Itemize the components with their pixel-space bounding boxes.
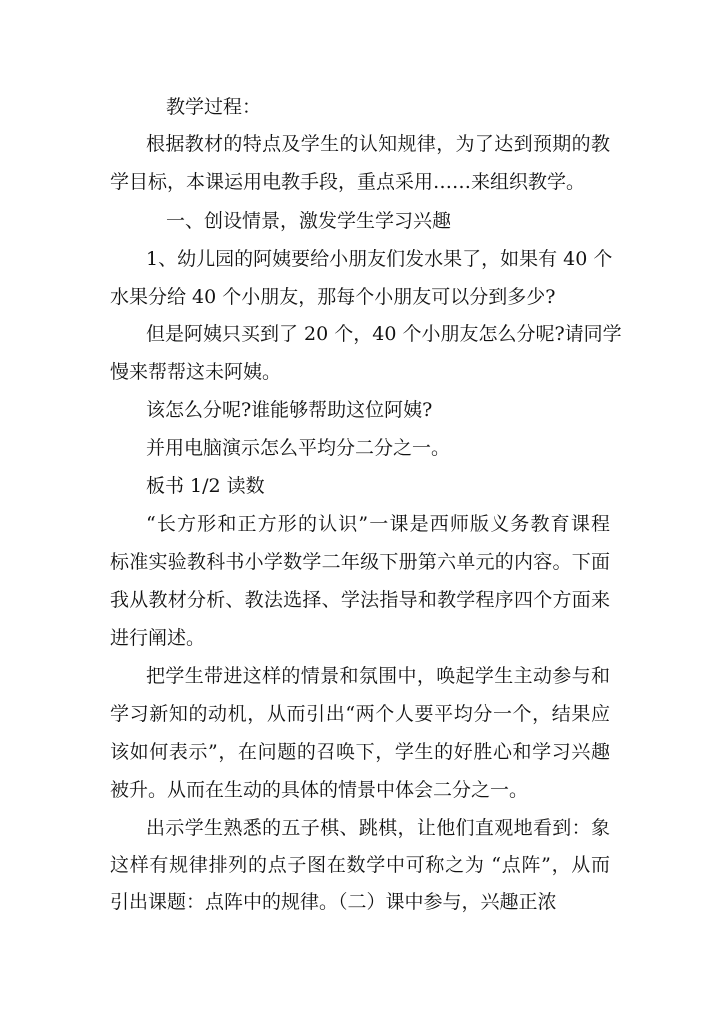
paragraph-line: 把学生带进这样的情景和氛围中，唤起学生主动参与和: [146, 665, 610, 687]
paragraph-line: 出示学生熟悉的五子棋、跳棋，让他们直观地看到：象: [146, 817, 610, 839]
paragraph-line: “长方形和正方形的认识”一课是西师版义务教育课程: [146, 513, 610, 535]
paragraph-line: 慢来帮帮这未阿姨。: [110, 361, 282, 383]
paragraph-line: 进行阐述。: [110, 627, 206, 649]
paragraph-line: 学习新知的动机，从而引出“两个人要平均分一个，结果应: [110, 703, 610, 725]
paragraph-line: 但是阿姨只买到了 20 个，40 个小朋友怎么分呢?请同学: [146, 323, 622, 345]
paragraph-line: 该怎么分呢?谁能够帮助这位阿姨?: [146, 399, 433, 421]
paragraph-line: 根据教材的特点及学生的认知规律，为了达到预期的教: [146, 133, 610, 155]
paragraph-line: 该如何表示”，在问题的召唤下，学生的好胜心和学习兴趣: [110, 741, 610, 763]
paragraph-line: 这样有规律排列的点子图在数学中可称之为 “点阵”，从而: [110, 854, 610, 876]
paragraph-line: 并用电脑演示怎么平均分二分之一。: [146, 437, 451, 459]
paragraph-line: 被升。从而在生动的具体的情景中体会二分之一。: [110, 779, 529, 801]
paragraph-line: 1、幼儿园的阿姨要给小朋友们发水果了，如果有 40 个: [146, 248, 613, 270]
paragraph-line: 标准实验教科书小学数学二年级下册第六单元的内容。下面: [110, 551, 610, 573]
paragraph-line: 我从教材分析、教法选择、学法指导和教学程序四个方面来: [110, 589, 610, 611]
paragraph-line: 引出课题：点阵中的规律。（二）课中参与，兴趣正浓: [110, 891, 557, 913]
section-heading: 一、创设情景，激发学生学习兴趣: [166, 210, 452, 232]
heading-teaching-process: 教学过程：: [166, 96, 262, 118]
paragraph-line: 学目标，本课运用电教手段，重点采用……来组织教学。: [110, 171, 586, 193]
paragraph-line: 水果分给 40 个小朋友，那每个小朋友可以分到多少?: [110, 286, 556, 308]
paragraph-line: 板书 1/2 读数: [146, 475, 265, 497]
